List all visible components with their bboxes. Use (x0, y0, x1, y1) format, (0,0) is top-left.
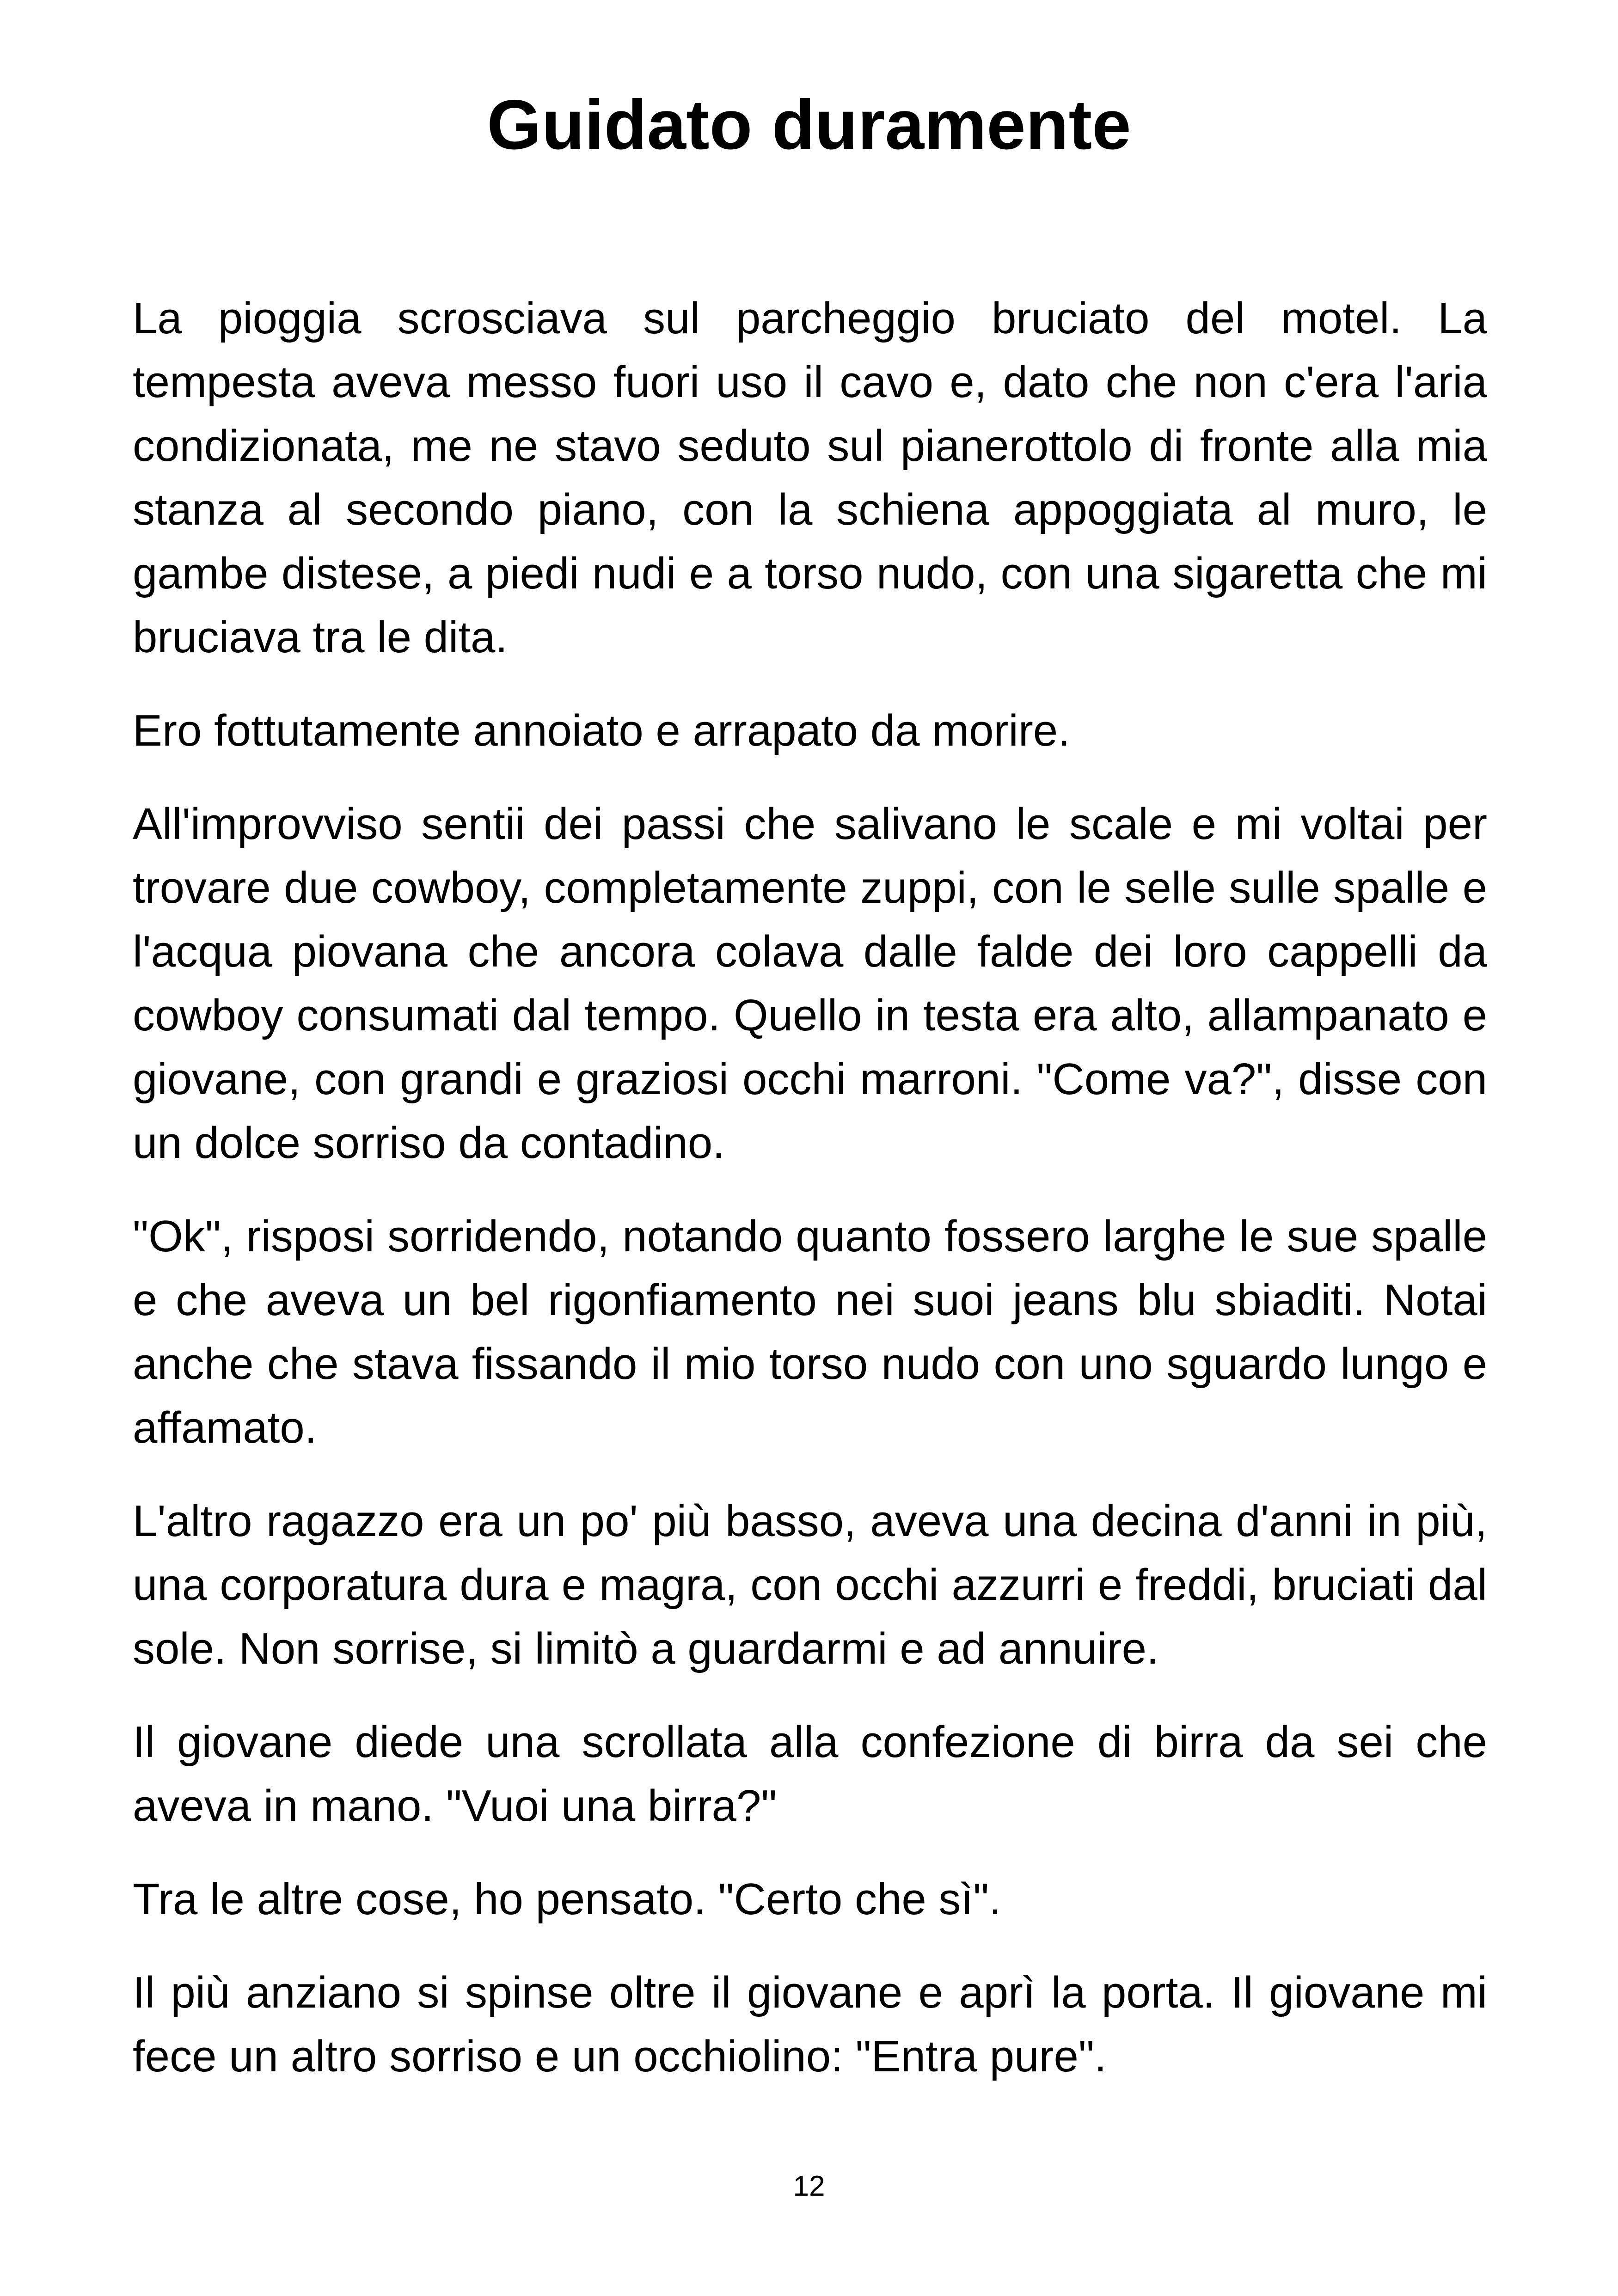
paragraph-1: La pioggia scrosciava sul parcheggio bruciato del motel. La tempesta aveva messo fuori uso il cavo e, dato che non c'era l'aria condizionata, me ne stavo seduto sul pianerottolo di fronte alla mia stanza al secondo piano, con la schiena appoggiata al muro, le gambe distese, a piedi nudi e a torso nudo, con una sigaretta che mi bruciava tra le dita. (133, 294, 1487, 662)
chapter-body (133, 287, 1487, 2118)
paragraph-3: All'improvviso sentii dei passi che salivano le scale e mi voltai per trovare due cowboy, completamente zuppi, con le selle sulle spalle e l'acqua piovana che ancora colava dalle falde dei loro cappelli da cowboy consumati dal tempo. Quello in testa era alto, allampanato e giovane, con grandi e graziosi occhi marroni. "Come va?", disse con un dolce sorriso da contadino. (133, 799, 1487, 1168)
paragraph-8: Il più anziano si spinse oltre il giovane e aprì la porta. Il giovane mi fece un altro sorriso e un occhiolino: "Entra pure". (133, 1968, 1487, 2081)
page-title: Guidato duramente (487, 86, 1131, 164)
paragraph-2: Ero fottutamente annoiato e arrapato da morire. (133, 706, 1070, 755)
page-number: 12 (793, 2170, 825, 2202)
paragraph-6: Il giovane diede una scrollata alla confezione di birra da sei che aveva in mano. "Vuoi una birra?" (133, 1717, 1487, 1831)
paragraph-7: Tra le altre cose, ho pensato. "Certo che sì". (133, 1874, 1001, 1924)
paragraph-4: "Ok", risposi sorridendo, notando quanto fossero larghe le sue spalle e che aveva un bel rigonfiamento nei suoi jeans blu sbiaditi. Notai anche che stava fissando il mio torso nudo con uno sguardo lungo e affamato. (133, 1212, 1487, 1452)
paragraph-5: L'altro ragazzo era un po' più basso, aveva una decina d'anni in più, una corporatura dura e magra, con occhi azzurri e freddi, bruciati dal sole. Non sorrise, si limitò a guardarmi e ad annuire. (133, 1496, 1487, 1673)
